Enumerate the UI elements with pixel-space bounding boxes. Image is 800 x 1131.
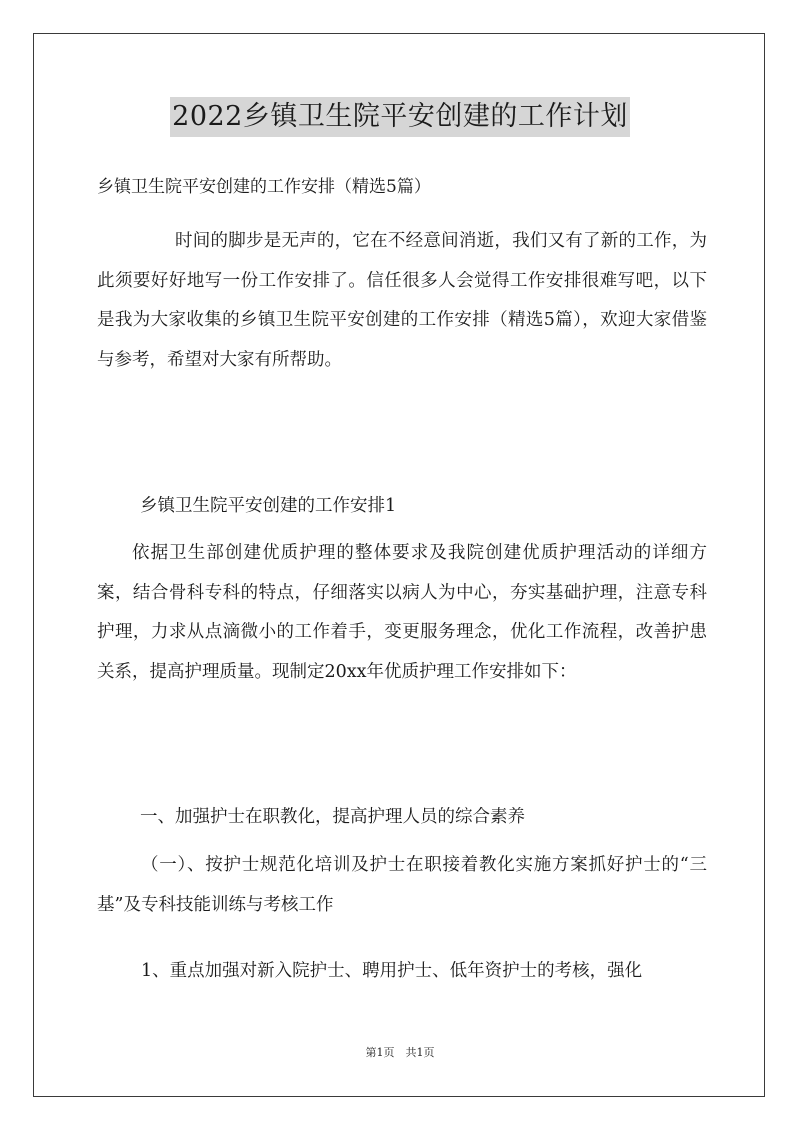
- subsection-paragraph: （一）、按护士规范化培训及护士在职接着教化实施方案抓好护士的“三基”及专科技能训练与考核工作: [97, 855, 707, 915]
- intro-paragraph: 时间的脚步是无声的，它在不经意间消逝，我们又有了新的工作，为此须要好好地写一份工作安排了。信任很多人会觉得工作安排很难写吧，以下是我为大家收集的乡镇卫生院平安创建的工作安排（精选5篇），欢迎大家借鉴与参考，希望对大家有所帮助。: [97, 231, 707, 370]
- section-title-training: 一、加强护士在职教化，提高护理人员的综合素养: [140, 807, 525, 827]
- document-title: 2022乡镇卫生院平安创建的工作计划: [170, 97, 630, 137]
- page-number-footer: 第1页 共1页: [365, 1046, 435, 1059]
- list-item-1: 1、重点加强对新入院护士、聘用护士、低年资护士的考核，强化: [141, 961, 643, 981]
- document-subtitle: 乡镇卫生院平安创建的工作安排（精选5篇）: [97, 177, 431, 197]
- body-paragraph-1: 依据卫生部创建优质护理的整体要求及我院创建优质护理活动的详细方案，结合骨科专科的特点，仔细落实以病人为中心，夯实基础护理，注意专科护理，力求从点滴微小的工作着手，变更服务理念，优化工作流程，改善护患关系，提高护理质量。现制定20xx年优质护理工作安排如下：: [97, 543, 707, 682]
- title-container: [0, 97, 800, 137]
- section-heading-plan-1: 乡镇卫生院平安创建的工作安排1: [140, 496, 397, 516]
